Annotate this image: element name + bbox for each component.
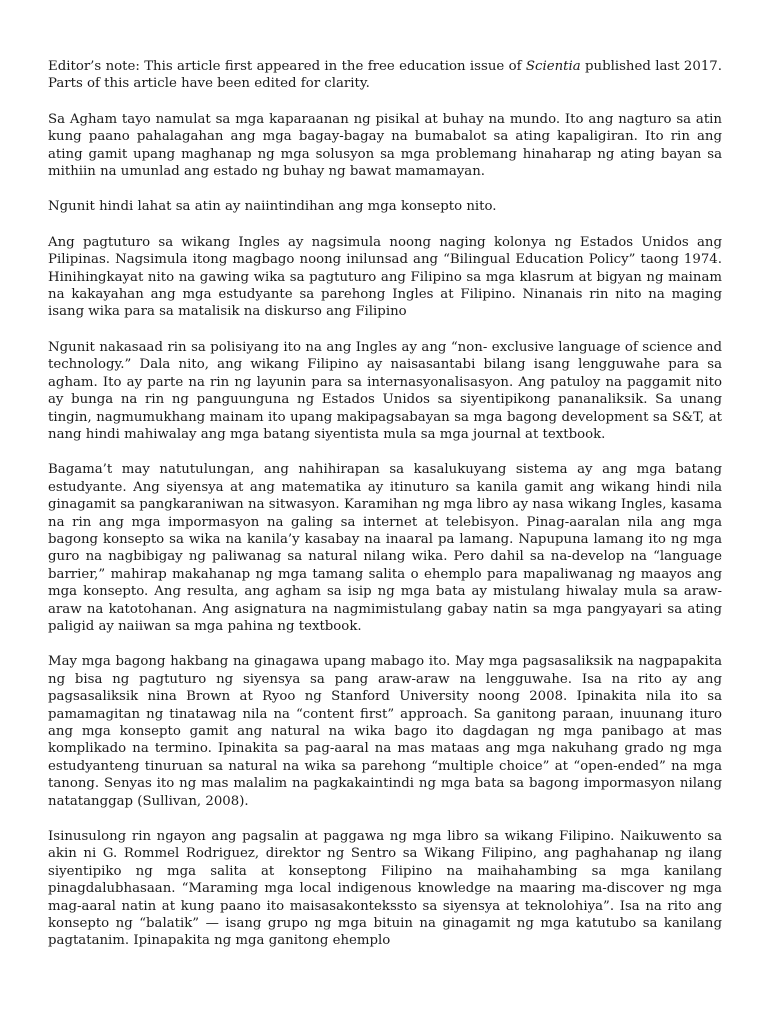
editors-note-prefix: Editor’s note: This article first appeared in the free education issue of — [48, 59, 526, 74]
paragraph-english-science: Ngunit nakasaad rin sa polisiyang ito na ang Ingles ay ang “non- exclusive language of science and technology.” Dala nito, ang wikang Filipino ay naisasantabi bilang isang lengguwahe para sa agham. Ito ay parte na rin ng layunin para sa internasyonalisasyon. Ang patuloy na paggamit nito ay bunga na rin ng panguunguna ng Estados Unidos sa siyentipikong pananaliksik. Sa unang tingin, nagmumukhang mainam ito upang makipagsabayan sa mga bagong development sa S&T, at nang hindi mahiwalay ang mga batang siyentista mula sa mga journal at textbook. — [48, 339, 722, 442]
paragraph-intro: Sa Agham tayo namulat sa mga kaparaanan ng pisikal at buhay na mundo. Ito ang nagturo sa atin kung paano pahalagahan ang mga bagay-bagay na bumabalot sa ating kapaligiran. Ito rin ang ating gamit upang maghanap ng mga solusyon sa mga problemang hinaharap ng ating bayan sa mithiin na umunlad ang estado ng buhay ng bawat mamamayan. — [48, 111, 722, 180]
article-page — [48, 58, 722, 968]
paragraph-bilingual-policy: Ang pagtuturo sa wikang Ingles ay nagsimula noong naging kolonya ng Estados Unidos ang Pilipinas. Nagsimula itong magbago noong inilunsad ang “Bilingual Education Policy” taong 1974. Hinihingkayat nito na gawing wika sa pagtuturo ang Filipino sa mga klasrum at bigyan ng mainam na kakayahan ang mga estudyante sa parehong Ingles at Filipino. Ninanais rin nito na maging isang wika para sa matalisik na diskurso ang Filipino — [48, 234, 722, 320]
editors-note — [48, 58, 722, 93]
paragraph-translation: Isinusulong rin ngayon ang pagsalin at paggawa ng mga libro sa wikang Filipino. Naikuwento sa akin ni G. Rommel Rodriguez, direktor ng Sentro sa Wikang Filipino, ang paghahanap ng ilang siyentipiko ng mga salita at konseptong Filipino na maihahambing sa mga kanilang pinagdalubhasaan. “Maraming mga local indigenous knowledge na maaring ma-discover ng mga mag-aaral natin at kung paano ito maisasakontekssto sa siyensya at teknolohiya”. Isa na rito ang konsepto ng “balatik” — isang grupo ng mga bituin na ginagamit ng mga katutubo sa kanilang pagtatanim. Ipinapakita ng mga ganitong ehemplo — [48, 829, 722, 949]
paragraph-short: Ngunit hindi lahat sa atin ay naiintindihan ang mga konsepto nito. — [48, 199, 497, 215]
editors-note-suffix: published last 2017. Parts of this article have been edited for clarity. — [48, 59, 722, 92]
paragraph-students: Bagama’t may natutulungan, ang nahihirapan sa kasalukuyang sistema ay ang mga batang estudyante. Ang siyensya at ang matematika ay itinuturo sa kanila gamit ang wikang hindi nila ginagamit sa pangkaraniwan na sitwasyon. Karamihan ng mga libro ay nasa wikang Ingles, kasama na rin ang mga impormasyon na galing sa internet at telebisyon. Pinag-aaralan nila ang mga bagong konsepto sa wika na kanila’y kasabay na inaaral pa lamang. Napupuna lamang ito ng mga guro na nagbibigay ng paliwanag sa natural nilang wika. Pero dahil sa na-develop na “language barrier,” mahirap makahanap ng mga tamang salita o ehemplo para mapaliwanag ng maayos ang mga konsepto. Ang resulta, ang agham sa isip ng mga bata ay mistulang hiwalay mula sa araw-araw na katotohanan. Ang asignatura na nagmimistulang gabay natin sa mga pangyayari sa ating paligid ay naiiwan sa mga pahina ng textbook. — [48, 462, 722, 634]
publication-name: Scientia — [525, 59, 581, 74]
paragraph-research: May mga bagong hakbang na ginagawa upang mabago ito. May mga pagsasaliksik na nagpapakita ng bisa ng pagtuturo ng siyensya sa pang araw-araw na lengguwahe. Isa na rito ay ang pagsasaliksik nina Brown at Ryoo ng Stanford University noong 2008. Ipinakita nila ito sa pamamagitan ng tinatawag nila na “content first” approach. Sa ganitong paraan, inuunang ituro ang mga konsepto gamit ang natural na wika bago ito dagdagan ng mga panibago at mas komplikado na termino. Ipinakita sa pag-aaral na mas mataas ang mga nakuhang grado ng mga estudyanteng tinuruan sa natural na wika sa parehong “multiple choice” at “open-ended” na mga tanong. Senyas ito ng mas malalim na pagkakaintindi ng mga bata sa bagong impormasyon nilang natatanggap (Sullivan, 2008). — [48, 654, 722, 809]
